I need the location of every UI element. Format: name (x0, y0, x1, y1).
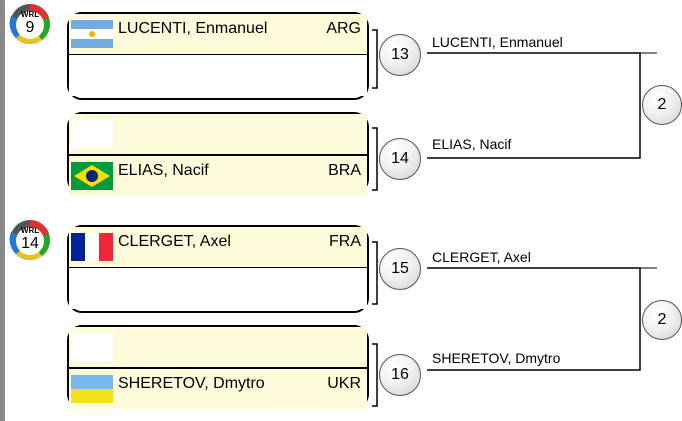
athlete-country: BRA (328, 162, 361, 179)
advancing-athlete-label: ELIAS, Nacif (432, 136, 512, 152)
next-match-badge[interactable]: 2 (642, 85, 682, 125)
athlete-country: UKR (327, 375, 361, 392)
empty-slot[interactable] (69, 55, 367, 96)
match-number-badge[interactable]: 15 (379, 248, 421, 290)
athlete-slot[interactable] (69, 227, 367, 268)
athlete-slot[interactable] (69, 14, 367, 55)
brazil-flag-icon (71, 162, 113, 190)
blank-flag-box (71, 333, 113, 361)
advancing-athlete-label: CLERGET, Axel (432, 249, 531, 265)
athlete-name: CLERGET, Axel (118, 233, 231, 250)
athlete-slot[interactable] (69, 155, 367, 196)
match-number-badge[interactable]: 16 (379, 354, 421, 396)
athlete-card-elias[interactable] (67, 112, 369, 194)
match-number-badge[interactable]: 13 (379, 34, 421, 76)
ukraine-flag-icon (71, 375, 113, 403)
next-match-badge[interactable]: 2 (642, 300, 682, 340)
seed-rank: 9 (25, 19, 35, 36)
france-flag-icon (71, 233, 113, 261)
advancing-athlete-label: SHERETOV, Dmytro (432, 350, 561, 366)
athlete-card-clerget[interactable] (67, 225, 369, 313)
empty-slot[interactable] (69, 268, 367, 309)
wrl-label: WRL (20, 10, 40, 19)
wrl-label: WRL (20, 226, 40, 235)
argentina-flag-icon (71, 20, 113, 48)
athlete-country: FRA (329, 233, 361, 250)
empty-slot[interactable] (69, 327, 367, 368)
athlete-slot[interactable] (69, 368, 367, 409)
athlete-name: LUCENTI, Enmanuel (118, 20, 268, 37)
seed-rank: 14 (21, 235, 39, 252)
empty-slot[interactable] (69, 114, 367, 155)
match-number-badge[interactable]: 14 (379, 138, 421, 180)
advancing-athlete-label: LUCENTI, Enmanuel (432, 34, 563, 50)
athlete-card-sheretov[interactable] (67, 325, 369, 409)
blank-flag-box (71, 120, 113, 148)
athlete-name: SHERETOV, Dmytro (118, 375, 265, 392)
athlete-name: ELIAS, Nacif (118, 162, 209, 179)
athlete-country: ARG (326, 20, 361, 37)
athlete-card-lucenti[interactable] (67, 12, 369, 100)
